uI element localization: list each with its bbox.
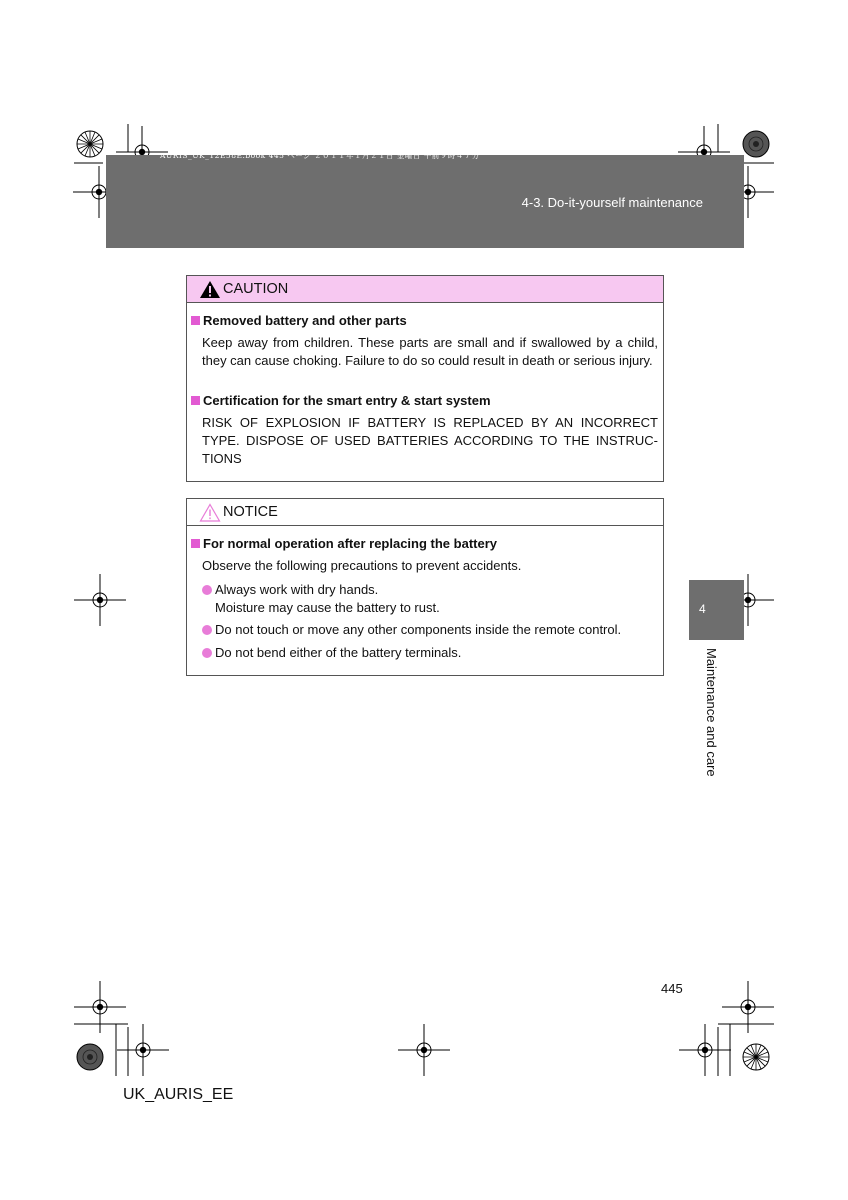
notice-box [186,498,664,676]
caution-box [186,275,664,482]
square-bullet-icon [191,396,200,405]
caution-section-heading: Certification for the smart entry & start system [191,393,491,408]
notice-header [187,499,663,526]
notice-section-heading: For normal operation after replacing the battery [191,536,497,551]
square-bullet-icon [191,316,200,325]
list-item: Do not touch or move any other components inside the remote control. [202,621,621,639]
caution-header [187,276,663,303]
header-bar [106,155,744,248]
round-bullet-icon [202,648,212,658]
chapter-number: 4 [699,602,706,616]
list-item: Always work with dry hands. Moisture may cause the battery to rust. [202,581,440,616]
footer-code: UK_AURIS_EE [123,1086,234,1103]
square-bullet-icon [191,539,200,548]
caution-section-text: RISK OF EXPLOSION IF BATTERY IS REPLACED BY AN INCORRECT TYPE. DISPOSE OF USED BATTERIES ACCORDING TO THE INSTRUC-TIONS [202,415,658,466]
caution-section-text: Keep away from children. These parts are small and if swallowed by a child, they can cause choking. Failure to do so could result in death or serious injury. [202,335,658,368]
chapter-tab [689,580,744,640]
chapter-label: Maintenance and care [704,648,719,777]
notice-title: NOTICE [223,504,278,520]
caution-section-heading: Removed battery and other parts [191,313,407,328]
notice-triangle-icon [199,503,221,522]
section-title: 4-3. Do-it-yourself maintenance [521,195,703,210]
notice-intro: Observe the following precautions to prevent accidents. [202,558,522,573]
warning-triangle-icon [199,280,221,299]
page-number: 445 [661,981,683,996]
round-bullet-icon [202,585,212,595]
print-info-line: AURIS_UK_12E58E.book 445 ページ ２０１１年１月２１日 金曜日 午前９時４７分 [160,151,480,160]
round-bullet-icon [202,625,212,635]
list-item: Do not bend either of the battery terminals. [202,644,461,662]
caution-title: CAUTION [223,281,289,297]
